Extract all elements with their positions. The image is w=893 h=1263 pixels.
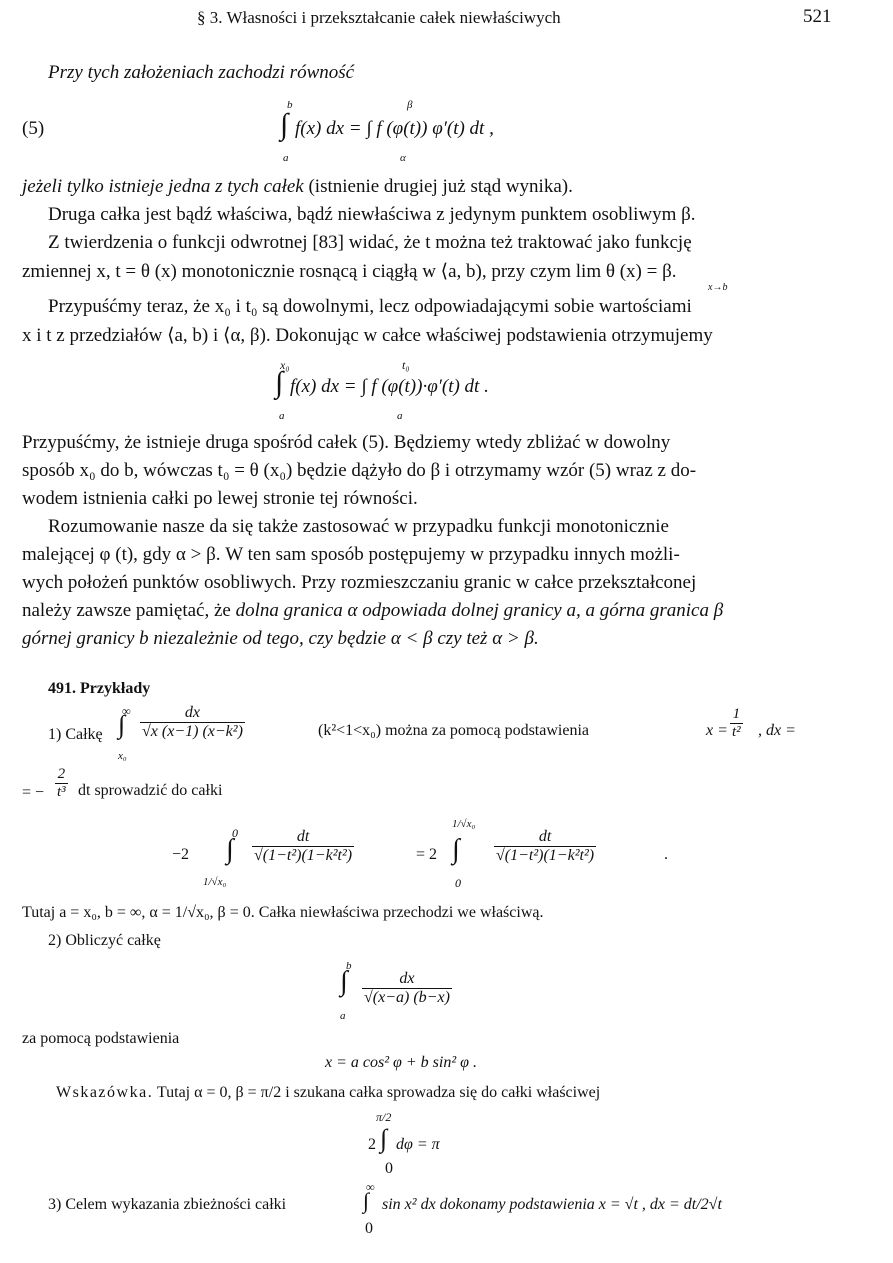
- equation-body: dφ = π: [396, 1136, 440, 1153]
- fraction: $\frac{dt}{\text{√(1−t²)(1−k²t²)}}$: [254, 828, 353, 864]
- fraction: $\frac{1}{\text{t²}}$: [732, 706, 741, 740]
- text-line: Przypuśćmy, że istnieje druga spośród całek (5). Będziemy wtedy zbliżać w dowolny: [22, 432, 671, 453]
- text-line: sin x² dx dokonamy podstawienia x = √t , dx = dt/2√t: [382, 1196, 722, 1213]
- integral-upper-limit: 1/√x₀: [452, 818, 476, 830]
- coefficient: −2: [172, 846, 190, 863]
- integral-sign: ∫: [280, 108, 289, 141]
- period: .: [664, 846, 668, 863]
- text-line: Przy tych założeniach zachodzi równość: [48, 62, 355, 83]
- integral-upper-limit: β: [407, 99, 413, 111]
- text-line: Przypuśćmy teraz, że x₀ i t₀ są dowolnymi, lecz odpowiadającymi sobie wartościami: [48, 296, 692, 317]
- limit-subscript: x→b: [708, 282, 728, 293]
- text-line: Tutaj a = x₀, b = ∞, α = 1/√x₀, β = 0. Całka niewłaściwa przechodzi we właściwą.: [22, 904, 544, 921]
- equation-number: (5): [22, 118, 45, 139]
- substitution: x =: [706, 722, 728, 739]
- running-header: § 3. Własności i przekształcanie całek niewłaściwych: [197, 8, 561, 27]
- example-label: 2) Obliczyć całkę: [48, 932, 161, 949]
- integral-lower-limit: α: [400, 152, 406, 164]
- text-line: Z twierdzenia o funkcji odwrotnej [83] widać, że t można też traktować jako funkcję: [48, 232, 692, 253]
- integral-upper-limit: ∞: [122, 704, 131, 718]
- page-number: 521: [803, 6, 832, 27]
- integral-sign: ∫: [118, 710, 126, 739]
- text-line: wodem istnienia całki po lewej stronie tej równości.: [22, 488, 418, 509]
- equals: = 2: [416, 846, 438, 863]
- integral-upper-limit: ∞: [366, 1180, 375, 1194]
- integral-lower-limit: a: [283, 152, 289, 164]
- text-line: 3) Celem wykazania zbieżności całki: [48, 1196, 287, 1213]
- condition-text: (k²<1<x₀) można za pomocą podstawienia: [318, 722, 589, 739]
- substitution-formula: x = a cos² φ + b sin² φ .: [325, 1054, 477, 1071]
- text-line: Wskazówka. Tutaj α = 0, β = π/2 i szukana całka sprowadza się do całki właściwej: [56, 1084, 601, 1101]
- integral-upper-limit: b: [287, 99, 293, 111]
- equation-body: f(x) dx = ∫ f (φ(t)) φ′(t) dt ,: [295, 118, 494, 139]
- text-line: zmiennej x, t = θ (x) monotonicznie rosnącą i ciągłą w ⟨a, b), przy czym lim θ (x) = β.: [22, 261, 677, 282]
- text-fragment: dt sprowadzić do całki: [78, 782, 223, 799]
- text-line: sposób x₀ do b, wówczas t₀ = θ (x₀) będzie dążyło do β i otrzymamy wzór (5) wraz z do-: [22, 460, 697, 481]
- text-line: jeżeli tylko istnieje jedna z tych całek (istnienie drugiej już stąd wynika).: [22, 176, 573, 197]
- integral-sign: ∫: [452, 834, 460, 865]
- integral-sign: ∫: [226, 834, 234, 865]
- integral-upper-limit: x₀: [280, 358, 290, 372]
- integral-sign: ∫: [380, 1124, 388, 1153]
- integral-lower-limit: 0: [455, 876, 461, 890]
- fraction: $\frac{dx}{√(x-a) (b-x)}$: [364, 970, 450, 1006]
- integral-upper-limit: 0: [232, 826, 238, 840]
- text-fragment: = −: [22, 784, 45, 801]
- integral-sign: ∫: [275, 366, 284, 399]
- text-fragment: , dx =: [758, 722, 796, 739]
- integral-lower-limit: a: [279, 410, 285, 422]
- text-line: wych położeń punktów osobliwych. Przy rozmieszczaniu granic w całce przekształconej: [22, 572, 697, 593]
- fraction: $\frac{dt}{\text{√(1−t²)(1−k²t²)}}$: [496, 828, 595, 864]
- fraction: $\frac{dx}{\text{√x (x−1) (x−k²)}}$: [142, 704, 243, 740]
- integral-upper-limit: b: [346, 960, 352, 972]
- integral-lower-limit: a: [340, 1010, 346, 1022]
- section-heading: 491. Przykłady: [48, 680, 151, 697]
- integral-sign: ∫: [363, 1188, 370, 1213]
- integral-sign: ∫: [340, 966, 348, 997]
- text-line: Rozumowanie nasze da się także zastosować w przypadku funkcji monotonicznie: [48, 516, 669, 537]
- integral-lower-limit: 0: [365, 1220, 373, 1237]
- fraction: $\frac{2}{\text{t³}}$: [57, 766, 66, 800]
- text-line: Druga całka jest bądź właściwa, bądź niewłaściwa z jedynym punktem osobliwym β.: [48, 204, 696, 225]
- text-line: x i t z przedziałów ⟨a, b) i ⟨α, β). Dokonując w całce właściwej podstawienia otrzymujemy: [22, 325, 713, 346]
- coefficient: 2: [368, 1136, 376, 1153]
- integral-lower-limit: x₀: [118, 750, 127, 762]
- text-line: górnej granicy b niezależnie od tego, czy będzie α < β czy też α > β.: [22, 628, 539, 649]
- integral-lower-limit: a: [397, 410, 403, 422]
- text-line: należy zawsze pamiętać, że dolna granica α odpowiada dolnej granicy a, a górna granica β: [22, 600, 724, 621]
- integral-upper-limit: t₀: [402, 358, 410, 372]
- example-label: 1) Całkę: [48, 726, 103, 743]
- integral-upper-limit: π/2: [376, 1110, 392, 1124]
- equation-body: f(x) dx = ∫ f (φ(t))·φ′(t) dt .: [290, 376, 489, 397]
- text-line: za pomocą podstawienia: [22, 1030, 180, 1047]
- integral-lower-limit: 0: [385, 1160, 393, 1177]
- text-line: malejącej φ (t), gdy α > β. W ten sam sposób postępujemy w przypadku innych możli-: [22, 544, 680, 565]
- integral-lower-limit: 1/√x₀: [203, 876, 227, 888]
